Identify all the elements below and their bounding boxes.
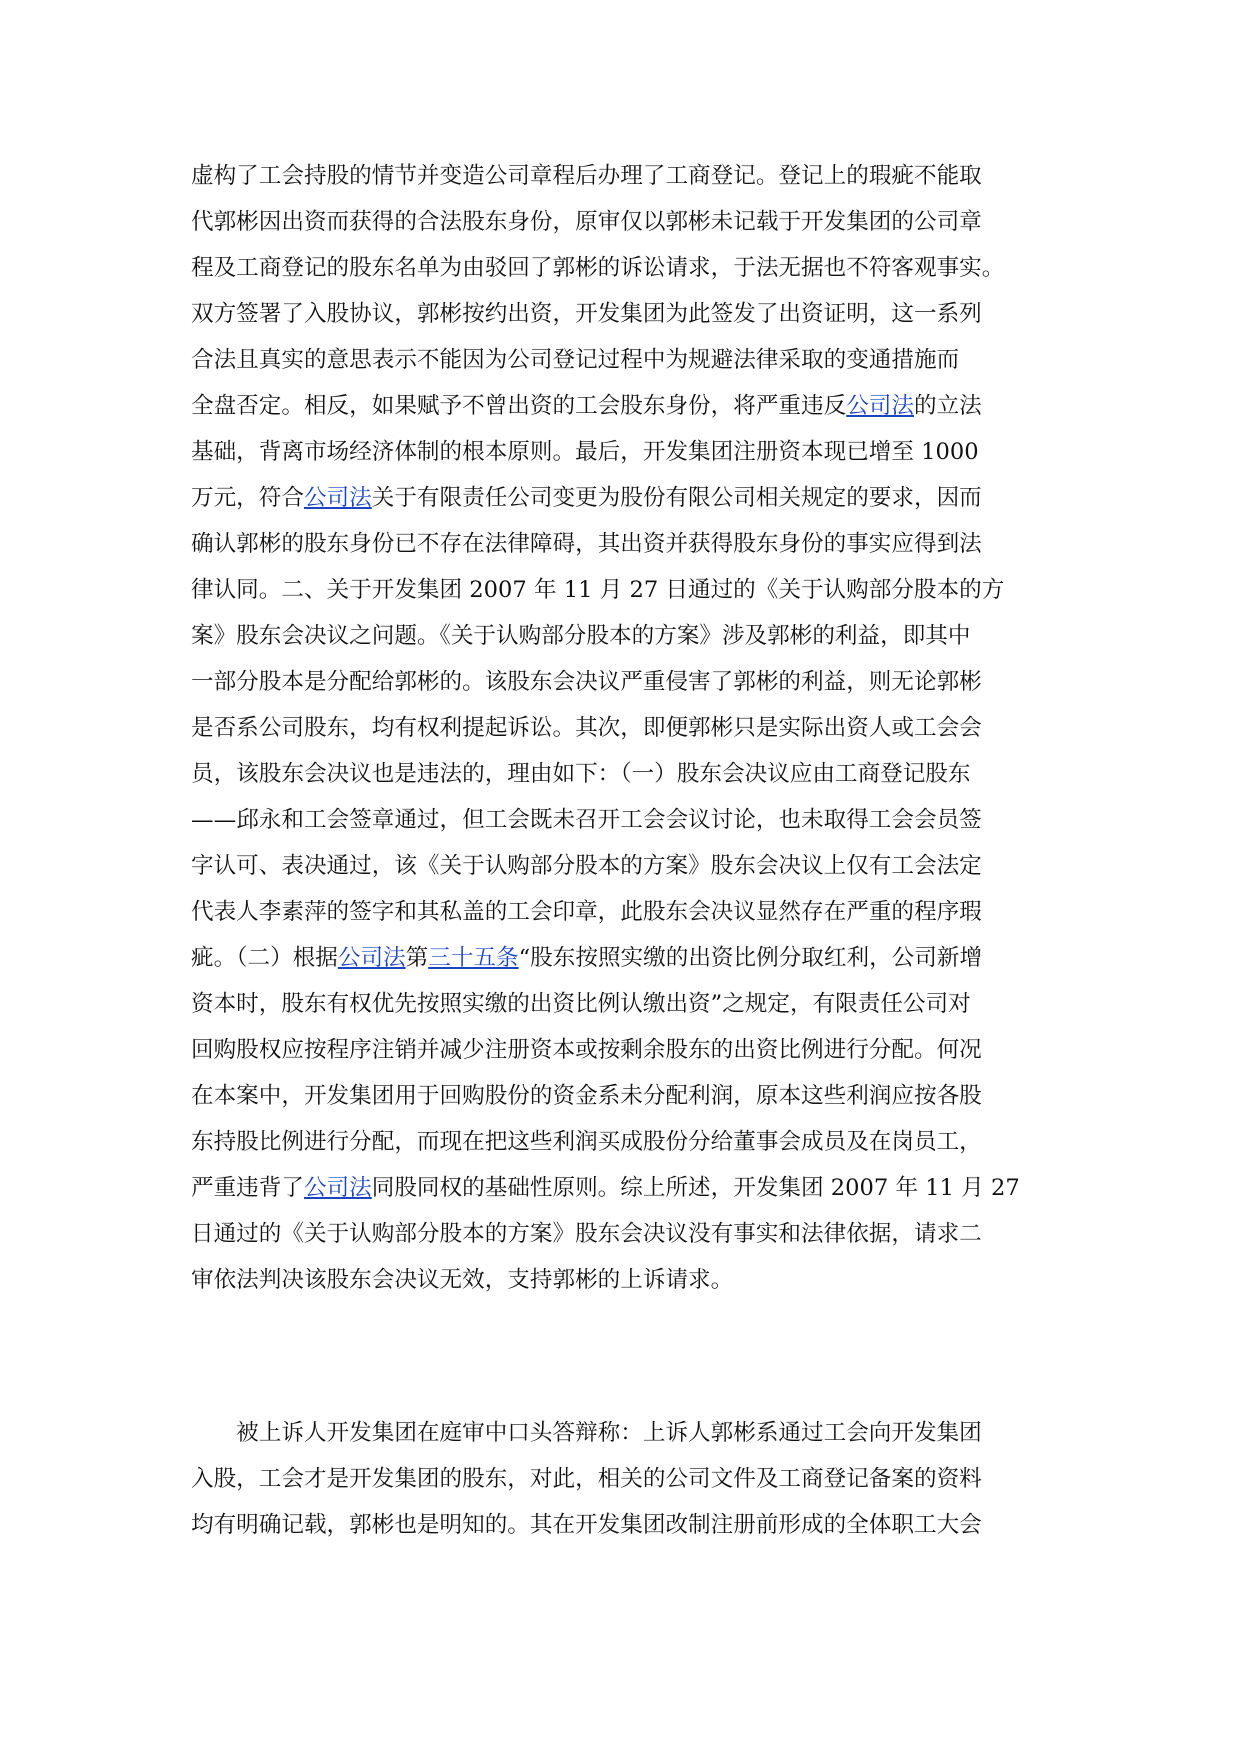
text-run: 疵。（二）根据 (191, 945, 338, 971)
text-run: 日通过的《关于认购部分股本的方案》股东会决议没有事实和法律依据，请求二 (191, 1221, 982, 1247)
text-run: 严重违背了 (191, 1175, 304, 1201)
text-line (191, 981, 1051, 1027)
text-run: 代表人李素萍的签字和其私盖的工会印章，此股东会决议显然存在严重的程序瑕 (191, 899, 982, 925)
text-run: 被上诉人开发集团在庭审中口头答辩称：上诉人郭彬系通过工会向开发集团 (191, 1420, 982, 1446)
text-line (191, 429, 1051, 475)
text-line (191, 1073, 1051, 1119)
text-run: 是否系公司股东，均有权利提起诉讼。其次，即便郭彬只是实际出资人或工会会 (191, 715, 982, 741)
text-line (191, 1257, 1051, 1303)
text-run: 的立法 (914, 393, 982, 419)
text-run: 合法且真实的意思表示不能因为公司登记过程中为规避法律采取的变通措施而 (191, 347, 960, 373)
text-run: 东持股比例进行分配，而现在把这些利润买成股份分给董事会成员及在岗员工， (191, 1129, 982, 1155)
text-run: 字认可、表决通过，该《关于认购部分股本的方案》股东会决议上仅有工会法定 (191, 853, 982, 879)
text-line (191, 245, 1051, 291)
text-run: 虚构了工会持股的情节并变造公司章程后办理了工商登记。登记上的瑕疵不能取 (191, 163, 982, 189)
text-run: 均有明确记载，郭彬也是明知的。其在开发集团改制注册前形成的全体职工大会 (191, 1512, 982, 1538)
text-run: 入股，工会才是开发集团的股东，对此，相关的公司文件及工商登记备案的资料 (191, 1466, 982, 1492)
law-link[interactable]: 公司法 (303, 1175, 372, 1201)
text-run: 在本案中，开发集团用于回购股份的资金系未分配利润，原本这些利润应按各股 (191, 1083, 982, 1109)
text-run: 全盘否定。相反，如果赋予不曾出资的工会股东身份，将严重违反 (191, 393, 847, 419)
text-run: 程及工商登记的股东名单为由驳回了郭彬的诉讼请求，于法无据也不符客观事实。 (191, 255, 1005, 281)
text-line (191, 843, 1051, 889)
text-run: 基础，背离市场经济体制的根本原则。最后，开发集团注册资本现已增至 1000 (191, 439, 979, 465)
text-line (191, 889, 1051, 935)
text-line (191, 1027, 1051, 1073)
text-run: 确认郭彬的股东身份已不存在法律障碍，其出资并获得股东身份的事实应得到法 (191, 531, 982, 557)
text-run: 资本时，股东有权优先按照实缴的出资比例认缴出资”之规定，有限责任公司对 (191, 991, 971, 1017)
text-run: 万元，符合 (191, 485, 304, 511)
text-line (191, 1456, 1051, 1502)
text-line (191, 475, 1051, 521)
text-line (191, 153, 1051, 199)
text-line (191, 751, 1051, 797)
paragraph-appellant-argument (191, 153, 1051, 1303)
text-line (191, 521, 1051, 567)
law-link[interactable]: 公司法 (846, 393, 914, 419)
text-run: 回购股权应按程序注销并减少注册资本或按剩余股东的出资比例进行分配。何况 (191, 1037, 982, 1063)
text-line (191, 1211, 1051, 1257)
text-run: 案》股东会决议之问题。《关于认购部分股本的方案》涉及郭彬的利益，即其中 (191, 623, 971, 649)
law-link[interactable]: 公司法 (337, 945, 406, 971)
text-run: 审依法判决该股东会决议无效，支持郭彬的上诉请求。 (191, 1267, 734, 1293)
text-run: 律认同。二、关于开发集团 2007 年 11 月 27 日通过的《关于认购部分股本的方 (191, 577, 1005, 603)
text-line (191, 935, 1051, 981)
text-run: 双方签署了入股协议，郭彬按约出资，开发集团为此签发了出资证明，这一系列 (191, 301, 982, 327)
text-run: 关于有限责任公司变更为股份有限公司相关规定的要求，因而 (371, 485, 982, 511)
text-run: 一部分股本是分配给郭彬的。该股东会决议严重侵害了郭彬的利益，则无论郭彬 (191, 669, 982, 695)
text-line (191, 567, 1051, 613)
paragraph-appellee-reply (191, 1410, 1051, 1548)
text-line (191, 1410, 1051, 1456)
text-run: 第 (405, 945, 429, 971)
text-line (191, 383, 1051, 429)
text-run: ——邱永和工会签章通过，但工会既未召开工会会议讨论，也未取得工会会员签 (191, 807, 982, 833)
text-run: 代郭彬因出资而获得的合法股东身份，原审仅以郭彬未记载于开发集团的公司章 (191, 209, 982, 235)
text-line (191, 613, 1051, 659)
law-link[interactable]: 公司法 (303, 485, 372, 511)
text-line (191, 797, 1051, 843)
text-run: 员，该股东会决议也是违法的，理由如下：（一）股东会决议应由工商登记股东 (191, 761, 971, 787)
text-run: 同股同权的基础性原则。综上所述，开发集团 2007 年 11 月 27 (371, 1175, 1020, 1201)
text-line (191, 337, 1051, 383)
text-line (191, 1165, 1051, 1211)
text-run: “股东按照实缴的出资比例分取红利，公司新增 (518, 945, 983, 971)
text-line (191, 291, 1051, 337)
text-line (191, 1502, 1051, 1548)
law-link[interactable]: 三十五条 (428, 945, 519, 971)
text-line (191, 659, 1051, 705)
text-line (191, 1119, 1051, 1165)
text-line (191, 199, 1051, 245)
text-line (191, 705, 1051, 751)
